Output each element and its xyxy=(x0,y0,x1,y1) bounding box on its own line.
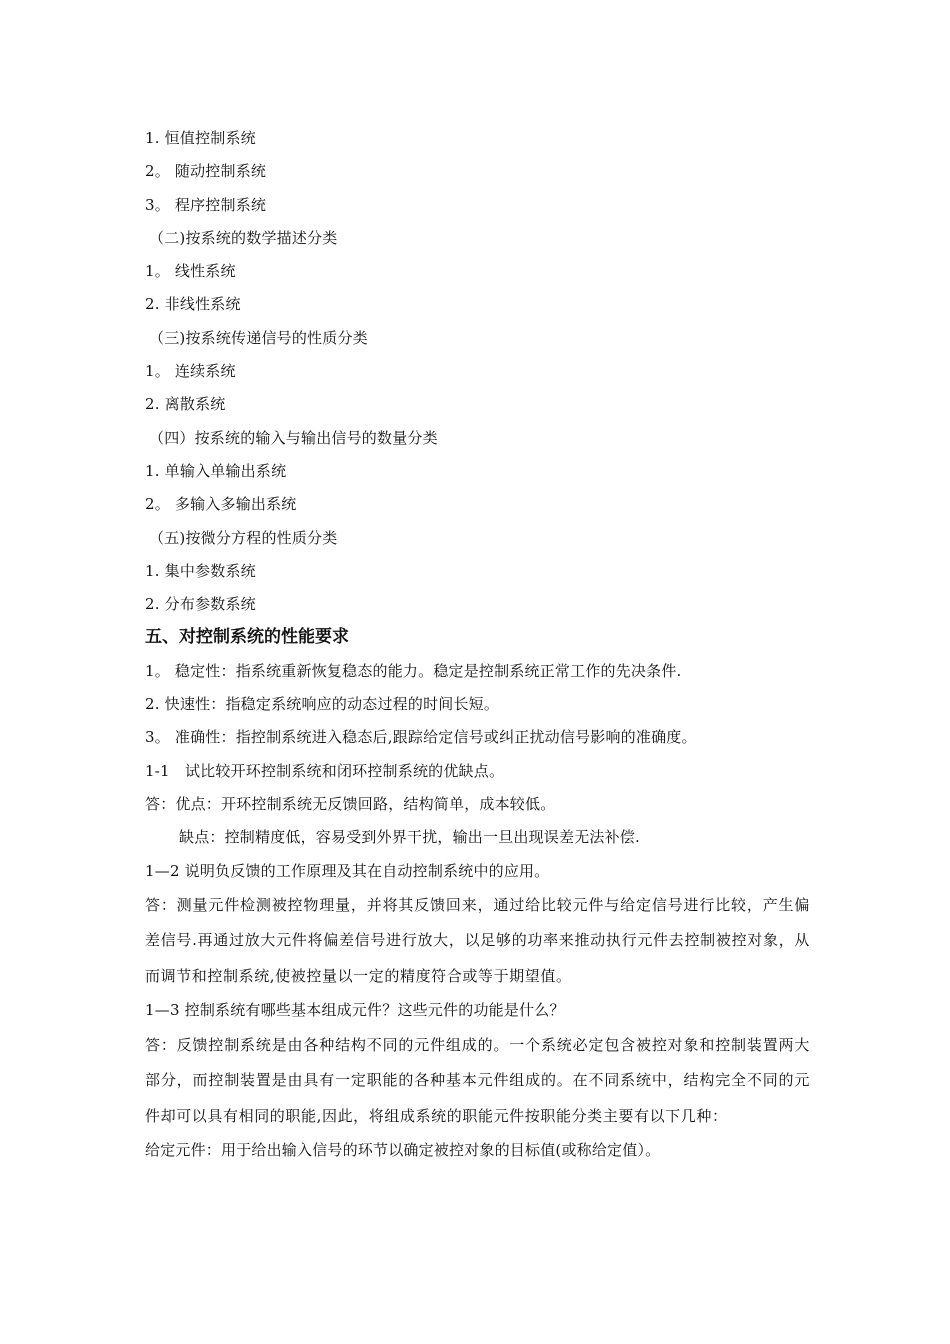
subheading-by-io-count: （四）按系统的输入与输出信号的数量分类 xyxy=(149,428,438,447)
page-content xyxy=(145,122,810,1167)
answer-1-3-given-element: 给定元件：用于给出输入信号的环节以确定被控对象的目标值(或称给定值）。 xyxy=(145,1141,661,1160)
answer-1-3: 答：反馈控制系统是由各种结构不同的元件组成的。一个系统必定包含被控对象和控制装置两大部分，而控制装置是由具有一定职能的各种基本元件组成的。在不同系统中，结构完全不同的元件却可以具有相同的职能,因此，将组成系统的职能元件按职能分类主要有以下几种： xyxy=(145,1035,810,1125)
list-item-distributed-parameter: 2. 分布参数系统 xyxy=(145,595,256,614)
answer-1-1-pros: 答：优点：开环控制系统无反馈回路，结构简单，成本较低。 xyxy=(145,794,556,813)
answer-1-2: 答：测量元件检测被控物理量，并将其反馈回来，通过给比较元件与给定信号进行比较，产生偏差信号.再通过放大元件将偏差信号进行放大，以足够的功率来推动执行元件去控制被控对象，从而调节和控制系统,使被控量以一定的精度符合或等于期望值。 xyxy=(145,895,810,985)
subheading-by-math-description: （二)按系统的数学描述分类 xyxy=(149,228,338,247)
question-1-3: 1—3 控制系统有哪些基本组成元件？这些元件的功能是什么？ xyxy=(145,1001,565,1020)
list-item-linear-system: 1。 线性系统 xyxy=(145,262,236,281)
performance-speed: 2. 快速性：指稳定系统响应的动态过程的时间长短。 xyxy=(145,695,500,714)
subheading-by-signal-nature: （三)按系统传递信号的性质分类 xyxy=(149,328,368,347)
list-item-discrete-system: 2. 离散系统 xyxy=(145,395,226,414)
list-item-mimo-system: 2。 多输入多输出系统 xyxy=(145,495,297,514)
list-item-siso-system: 1. 单输入单输出系统 xyxy=(145,461,287,480)
list-item-program-control: 3。 程序控制系统 xyxy=(145,195,267,214)
list-item-lumped-parameter: 1. 集中参数系统 xyxy=(145,561,256,580)
question-1-2: 1—2 说明负反馈的工作原理及其在自动控制系统中的应用。 xyxy=(145,861,550,880)
list-item-continuous-system: 1。 连续系统 xyxy=(145,362,236,381)
subheading-by-differential-equation: （五)按微分方程的性质分类 xyxy=(149,528,338,547)
list-item-follow-up-control: 2。 随动控制系统 xyxy=(145,162,267,181)
list-item-constant-control: 1. 恒值控制系统 xyxy=(145,129,256,147)
section-heading-performance: 五、对控制系统的性能要求 xyxy=(145,627,349,648)
answer-1-1-cons: 缺点：控制精度低，容易受到外界干扰，输出一旦出现误差无法补偿. xyxy=(179,828,640,847)
performance-stability: 1。 稳定性：指系统重新恢复稳态的能力。稳定是控制系统正常工作的先决条件. xyxy=(145,661,682,680)
performance-accuracy: 3。 准确性：指控制系统进入稳态后,跟踪给定信号或纠正扰动信号影响的准确度。 xyxy=(145,728,697,747)
list-item-nonlinear-system: 2. 非线性系统 xyxy=(145,295,241,314)
question-1-1: 1-1 试比较开环控制系统和闭环控制系统的优缺点。 xyxy=(145,761,505,780)
